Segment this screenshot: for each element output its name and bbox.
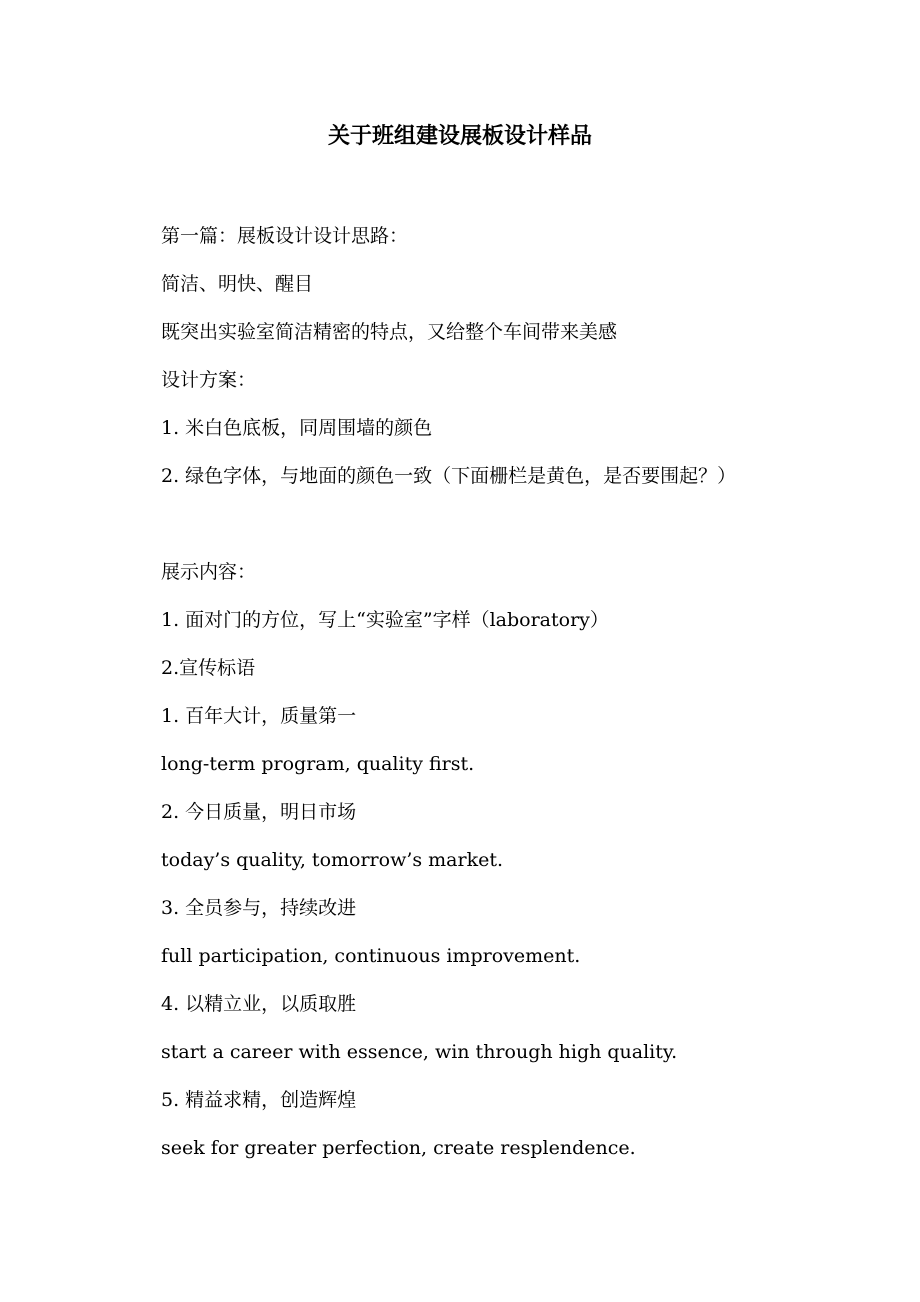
paragraph-plan-item-2: 2. 绿色字体，与地面的颜色一致（下面栅栏是黄色，是否要围起？）: [161, 465, 737, 487]
paragraph-design-plan-heading: 设计方案：: [161, 369, 257, 391]
paragraph-content-item-1: 1. 面对门的方位，写上“实验室”字样（laboratory）: [161, 609, 609, 631]
slogan-3-english: full participation, continuous improvement.: [161, 945, 581, 967]
slogan-5-chinese: 5. 精益求精，创造辉煌: [161, 1089, 357, 1111]
paragraph-design-goal: 既突出实验室简洁精密的特点，又给整个车间带来美感: [161, 321, 618, 343]
slogan-2-english: today’s quality, tomorrow’s market.: [161, 849, 504, 871]
paragraph-design-keywords: 简洁、明快、醒目: [161, 273, 314, 295]
slogan-3-chinese: 3. 全员参与，持续改进: [161, 897, 357, 919]
paragraph-design-idea-heading: 第一篇：展板设计设计思路：: [161, 225, 409, 247]
paragraph-plan-item-1: 1. 米白色底板，同周围墙的颜色: [161, 417, 433, 439]
paragraph-display-content-heading: 展示内容：: [161, 561, 257, 583]
slogan-1-english: long-term program, quality first.: [161, 753, 475, 775]
slogan-4-chinese: 4. 以精立业，以质取胜: [161, 993, 357, 1015]
slogan-1-chinese: 1. 百年大计，质量第一: [161, 705, 357, 727]
slogan-4-english: start a career with essence, win through high quality.: [161, 1041, 678, 1063]
slogan-5-english: seek for greater perfection, create resplendence.: [161, 1137, 636, 1159]
document-title: 关于班组建设展板设计样品: [327, 123, 592, 149]
paragraph-content-item-2: 2.宣传标语: [161, 657, 256, 679]
slogan-2-chinese: 2. 今日质量，明日市场: [161, 801, 357, 823]
